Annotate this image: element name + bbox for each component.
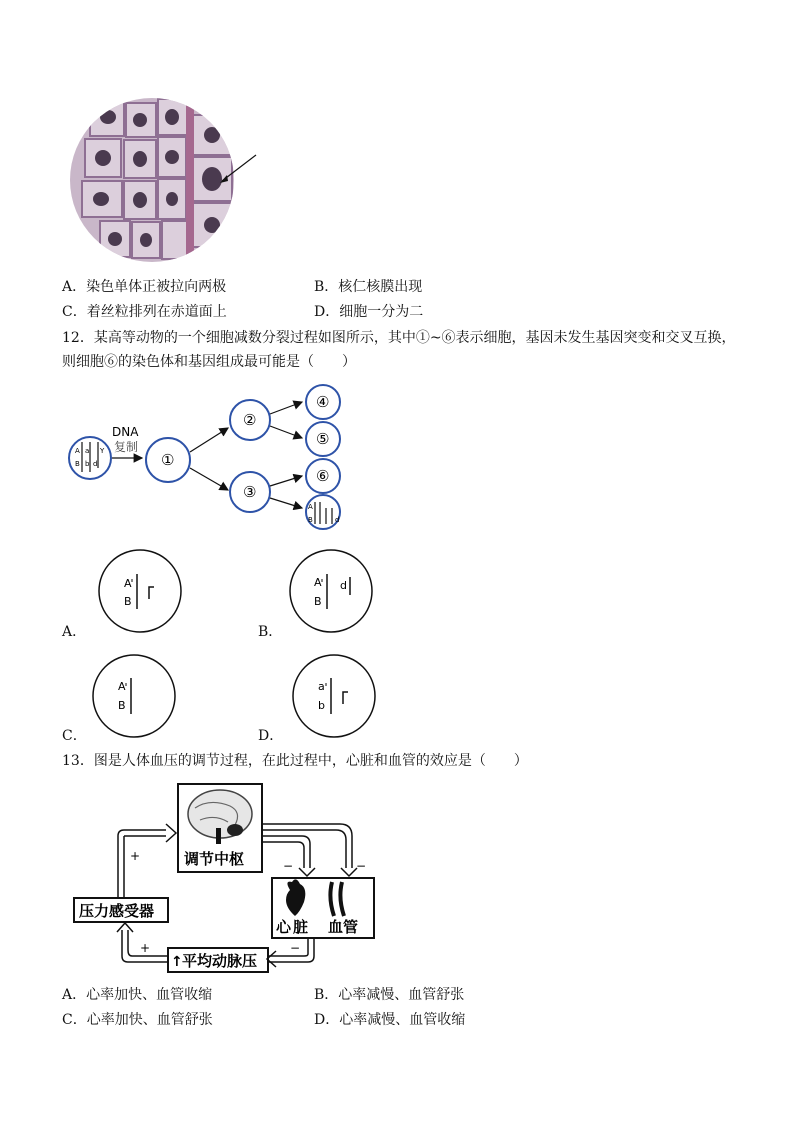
cell-4-label: ④ bbox=[316, 393, 330, 411]
option-letter: D． bbox=[314, 1012, 340, 1028]
q13-stem: 13．图是人体血压的调节过程，在此过程中，心脏和血管的效应是（ ） bbox=[62, 753, 528, 769]
blood-pressure-diagram bbox=[70, 780, 380, 975]
dna-label: DNA bbox=[112, 425, 139, 439]
sign-minus: − bbox=[356, 859, 367, 873]
gene-extra: d bbox=[340, 579, 347, 592]
q12-option-c[interactable]: C． bbox=[62, 728, 87, 744]
sign-plus: + bbox=[140, 941, 151, 955]
q11-option-c[interactable] bbox=[62, 302, 227, 322]
cell-6-label: ⑥ bbox=[316, 467, 330, 485]
option-text: 心率减慢、血管舒张 bbox=[338, 987, 465, 1003]
receptor-label: 压力感受器 bbox=[79, 902, 155, 920]
replication-label: 复制 bbox=[114, 440, 139, 454]
regulation-center-label: 调节中枢 bbox=[184, 850, 245, 868]
sign-plus: + bbox=[130, 849, 141, 863]
q12-option-d-figure bbox=[290, 654, 380, 740]
gamete-cell bbox=[306, 495, 340, 529]
pressure-label: 平均动脉压 bbox=[182, 952, 258, 970]
pressure-arrow: ↑ bbox=[171, 954, 183, 970]
heart-prefix: 心 bbox=[276, 918, 292, 936]
gene-top: A bbox=[124, 577, 132, 590]
cell-5-label: ⑤ bbox=[316, 430, 330, 448]
sign-minus: − bbox=[283, 859, 294, 873]
option-text: 核仁核膜出现 bbox=[338, 279, 423, 295]
q11-option-b[interactable] bbox=[314, 277, 422, 297]
gene-bottom: B bbox=[314, 595, 322, 608]
option-text: 着丝粒排列在赤道面上 bbox=[86, 304, 227, 320]
gene-label: B bbox=[75, 460, 80, 468]
gene-label: a bbox=[85, 447, 90, 455]
q12-stem-line-1: 12．某高等动物的一个细胞减数分裂过程如图所示，其中①~⑥表示细胞，基因未发生基因突变和交叉互换， bbox=[62, 330, 736, 346]
parent-cell bbox=[69, 437, 111, 479]
q12-option-c-figure bbox=[90, 654, 180, 740]
q12-stem-line-2: 则细胞⑥的染色体和基因组成最可能是（ ） bbox=[62, 354, 356, 370]
option-letter: A． bbox=[62, 987, 87, 1003]
q12-option-b[interactable]: B． bbox=[258, 624, 283, 640]
vessel-label: 血管 bbox=[328, 918, 359, 936]
q12-option-a-figure bbox=[96, 549, 186, 635]
gene-bottom: B bbox=[124, 595, 132, 608]
q12-option-b-figure bbox=[286, 549, 376, 635]
option-letter: C． bbox=[62, 1012, 87, 1028]
q13-option-c[interactable] bbox=[62, 1010, 213, 1030]
gene-label: d bbox=[335, 516, 340, 524]
gene-label: A bbox=[308, 503, 313, 511]
q11-option-a[interactable] bbox=[62, 277, 226, 297]
gene-bottom: B bbox=[118, 699, 126, 712]
sign-minus: − bbox=[290, 941, 301, 955]
gene-label: B bbox=[308, 516, 313, 524]
q13-option-d[interactable] bbox=[314, 1010, 465, 1030]
cell-2-label: ② bbox=[243, 411, 257, 429]
meiosis-diagram bbox=[62, 380, 362, 540]
option-text: 心率加快、血管收缩 bbox=[86, 987, 213, 1003]
q11-option-d[interactable] bbox=[314, 302, 423, 322]
q12-option-d[interactable]: D． bbox=[258, 728, 284, 744]
cell-3-label: ③ bbox=[243, 483, 257, 501]
option-letter: B． bbox=[314, 987, 339, 1003]
option-text: 心率加快、血管舒张 bbox=[86, 1012, 213, 1028]
gene-label: b bbox=[85, 460, 90, 468]
gene-top: a bbox=[318, 680, 325, 693]
gene-bottom: b bbox=[318, 699, 325, 712]
gene-top: A bbox=[314, 576, 322, 589]
option-letter: B． bbox=[314, 279, 339, 295]
gene-label: A bbox=[75, 447, 80, 455]
gene-label: d bbox=[93, 460, 98, 468]
heart-suffix: 脏 bbox=[293, 918, 309, 936]
gene-label: Y bbox=[100, 447, 105, 455]
option-letter: C． bbox=[62, 304, 87, 320]
option-letter: D． bbox=[314, 304, 340, 320]
option-letter: A． bbox=[62, 279, 87, 295]
micrograph-image bbox=[70, 95, 260, 265]
q13-option-a[interactable] bbox=[62, 985, 212, 1005]
option-text: 心率减慢、血管收缩 bbox=[339, 1012, 466, 1028]
q13-option-b[interactable] bbox=[314, 985, 464, 1005]
option-text: 染色单体正被拉向两极 bbox=[86, 279, 227, 295]
q12-option-a[interactable]: A． bbox=[62, 624, 87, 640]
cell-1-label: ① bbox=[161, 451, 175, 469]
option-text: 细胞一分为二 bbox=[339, 304, 424, 320]
gene-top: A bbox=[118, 680, 126, 693]
